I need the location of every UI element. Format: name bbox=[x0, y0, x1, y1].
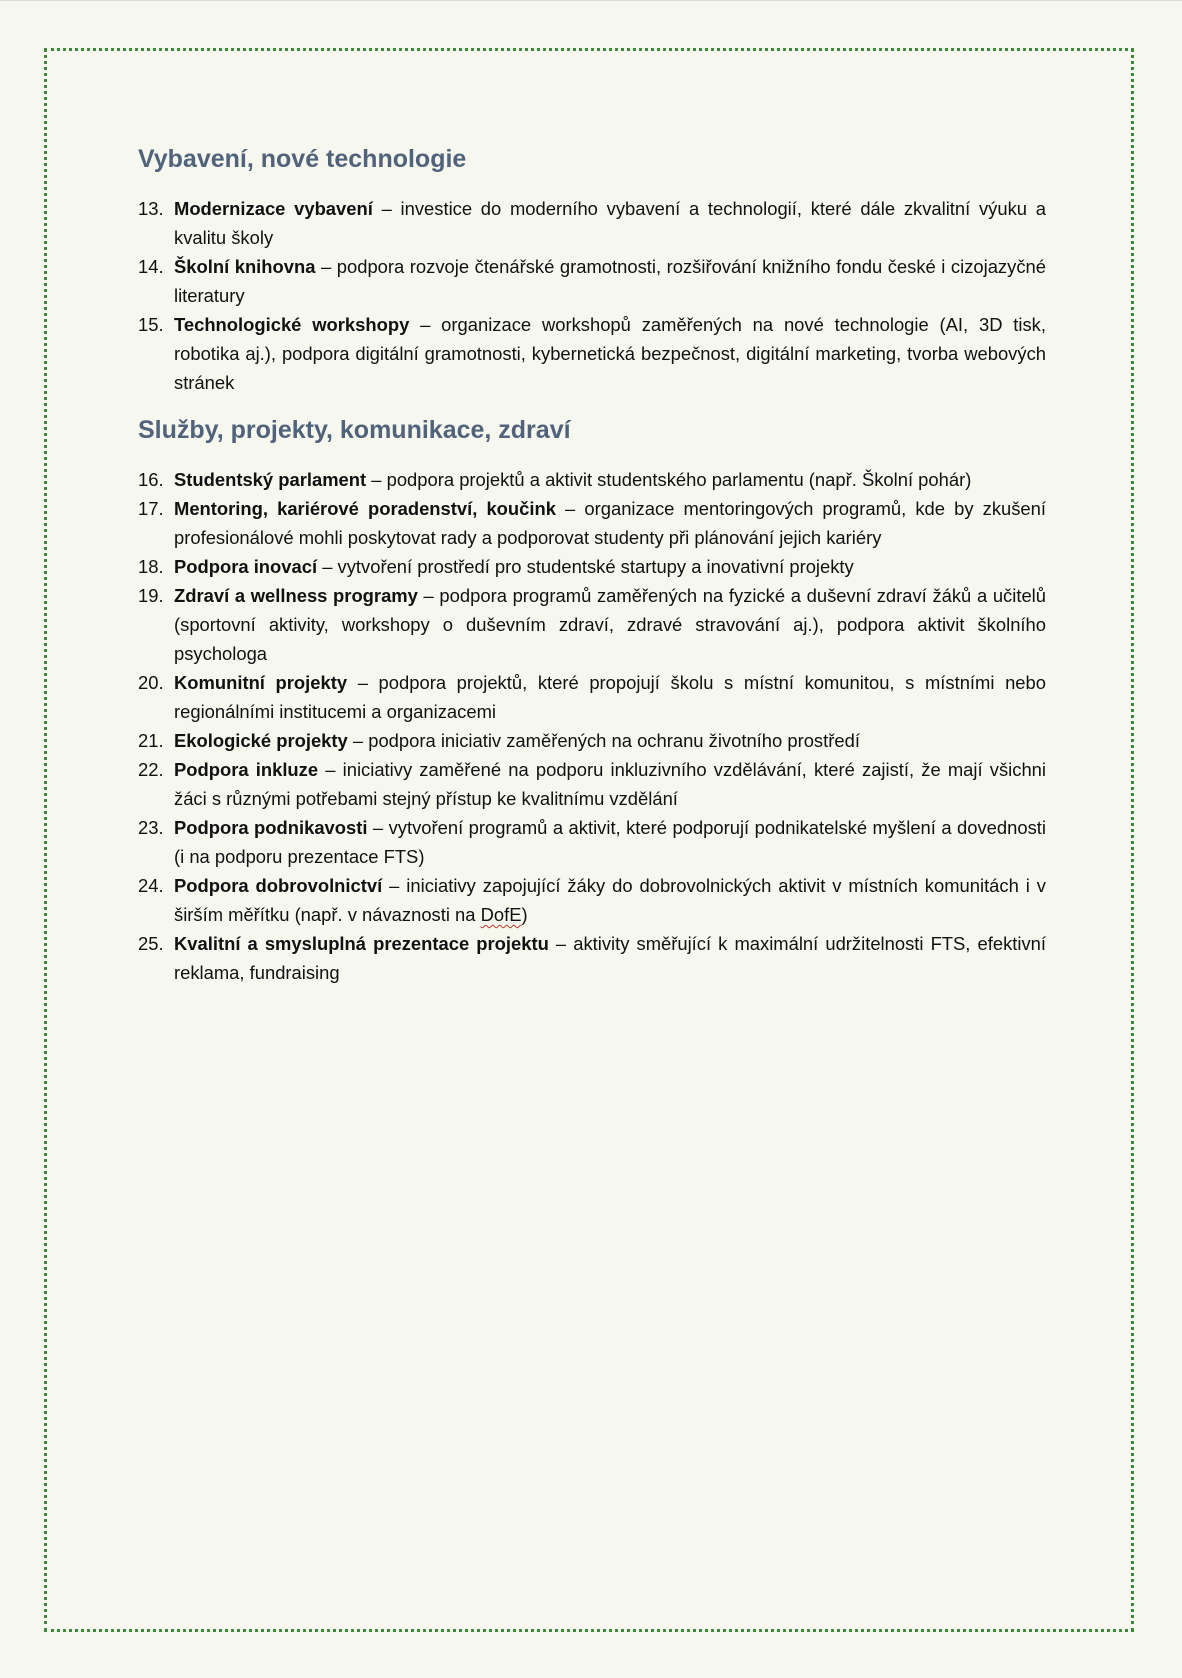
item-title: Komunitní projekty bbox=[174, 672, 348, 693]
item-title: Školní knihovna bbox=[174, 256, 316, 277]
item-number: 17. bbox=[138, 498, 164, 519]
item-description: – vytvoření programů a aktivit, které podporují podnikatelské myšlení a dovednosti (i na podporu prezentace FTS) bbox=[174, 817, 1046, 867]
item-number: 21. bbox=[138, 730, 164, 751]
item-title: Podpora inovací bbox=[174, 556, 318, 577]
item-description: – podpora rozvoje čtenářské gramotnosti, rozšiřování knižního fondu české i cizojazyčné literatury bbox=[174, 256, 1046, 306]
item-description: – iniciativy zaměřené na podporu inkluzivního vzdělávání, které zajistí, že mají všichni žáci s různými potřebami stejný přístup ke kvalitnímu vzdělání bbox=[174, 759, 1046, 809]
item-number: 15. bbox=[138, 314, 164, 335]
item-title: Ekologické projekty bbox=[174, 730, 348, 751]
item-title: Zdraví a wellness programy bbox=[174, 585, 418, 606]
document-body bbox=[138, 140, 1046, 987]
list-item bbox=[138, 552, 1046, 581]
list-item bbox=[138, 755, 1046, 813]
item-title: Mentoring, kariérové poradenství, koučink bbox=[174, 498, 556, 519]
list-item bbox=[138, 581, 1046, 668]
item-title: Kvalitní a smysluplná prezentace projektu bbox=[174, 933, 549, 954]
item-title: Technologické workshopy bbox=[174, 314, 410, 335]
item-description: – aktivity směřující k maximální udržitelnosti FTS, efektivní reklama, fundraising bbox=[174, 933, 1046, 983]
item-description: – podpora programů zaměřených na fyzické a duševní zdraví žáků a učitelů (sportovní aktivity, workshopy o duševním zdraví, zdravé stravování aj.), podpora aktivit školního psychologa bbox=[174, 585, 1046, 664]
item-description: – podpora projektů a aktivit studentského parlamentu (např. Školní pohár) bbox=[366, 469, 972, 490]
item-description: – vytvoření prostředí pro studentské startupy a inovativní projekty bbox=[317, 556, 854, 577]
top-edge-line bbox=[0, 0, 1182, 1]
list-item bbox=[138, 252, 1046, 310]
item-number: 20. bbox=[138, 672, 164, 693]
spellcheck-flagged-word: DofE bbox=[480, 904, 522, 925]
item-number: 14. bbox=[138, 256, 164, 277]
list-services bbox=[138, 465, 1046, 987]
list-equipment bbox=[138, 194, 1046, 397]
item-description: – podpora projektů, které propojují školu s místní komunitou, s místními nebo regionálními institucemi a organizacemi bbox=[174, 672, 1046, 722]
list-item bbox=[138, 194, 1046, 252]
item-title: Podpora podnikavosti bbox=[174, 817, 368, 838]
item-number: 18. bbox=[138, 556, 164, 577]
item-number: 13. bbox=[138, 198, 164, 219]
item-description-end: ) bbox=[521, 904, 528, 925]
item-description: – organizace workshopů zaměřených na nové technologie (AI, 3D tisk, robotika aj.), podpora digitální gramotnosti, kybernetická bezpečnost, digitální marketing, tvorba webových stránek bbox=[174, 314, 1046, 393]
list-item bbox=[138, 310, 1046, 397]
item-number: 24. bbox=[138, 875, 164, 896]
item-description: – organizace mentoringových programů, kde by zkušení profesionálové mohli poskytovat rady a podporovat studenty při plánování jejich kariéry bbox=[174, 498, 1046, 548]
item-number: 19. bbox=[138, 585, 164, 606]
list-item bbox=[138, 494, 1046, 552]
list-item bbox=[138, 871, 1046, 929]
item-title: Studentský parlament bbox=[174, 469, 367, 490]
list-item bbox=[138, 465, 1046, 494]
item-description: – investice do moderního vybavení a technologií, které dále zkvalitní výuku a kvalitu školy bbox=[174, 198, 1046, 248]
list-item bbox=[138, 726, 1046, 755]
list-item bbox=[138, 813, 1046, 871]
item-number: 25. bbox=[138, 933, 164, 954]
list-item bbox=[138, 929, 1046, 987]
section-heading-equipment: Vybavení, nové technologie bbox=[138, 145, 467, 173]
item-description: – podpora iniciativ zaměřených na ochranu životního prostředí bbox=[347, 730, 860, 751]
item-description: – iniciativy zapojující žáky do dobrovolnických aktivit v místních komunitách i v širším měřítku (např. v návaznosti na bbox=[174, 875, 1046, 925]
item-title: Modernizace vybavení bbox=[174, 198, 373, 219]
list-item bbox=[138, 668, 1046, 726]
section-heading-services: Služby, projekty, komunikace, zdraví bbox=[138, 416, 571, 444]
item-title: Podpora inkluze bbox=[174, 759, 319, 780]
item-number: 22. bbox=[138, 759, 164, 780]
item-number: 16. bbox=[138, 469, 164, 490]
item-number: 23. bbox=[138, 817, 164, 838]
item-title: Podpora dobrovolnictví bbox=[174, 875, 383, 896]
